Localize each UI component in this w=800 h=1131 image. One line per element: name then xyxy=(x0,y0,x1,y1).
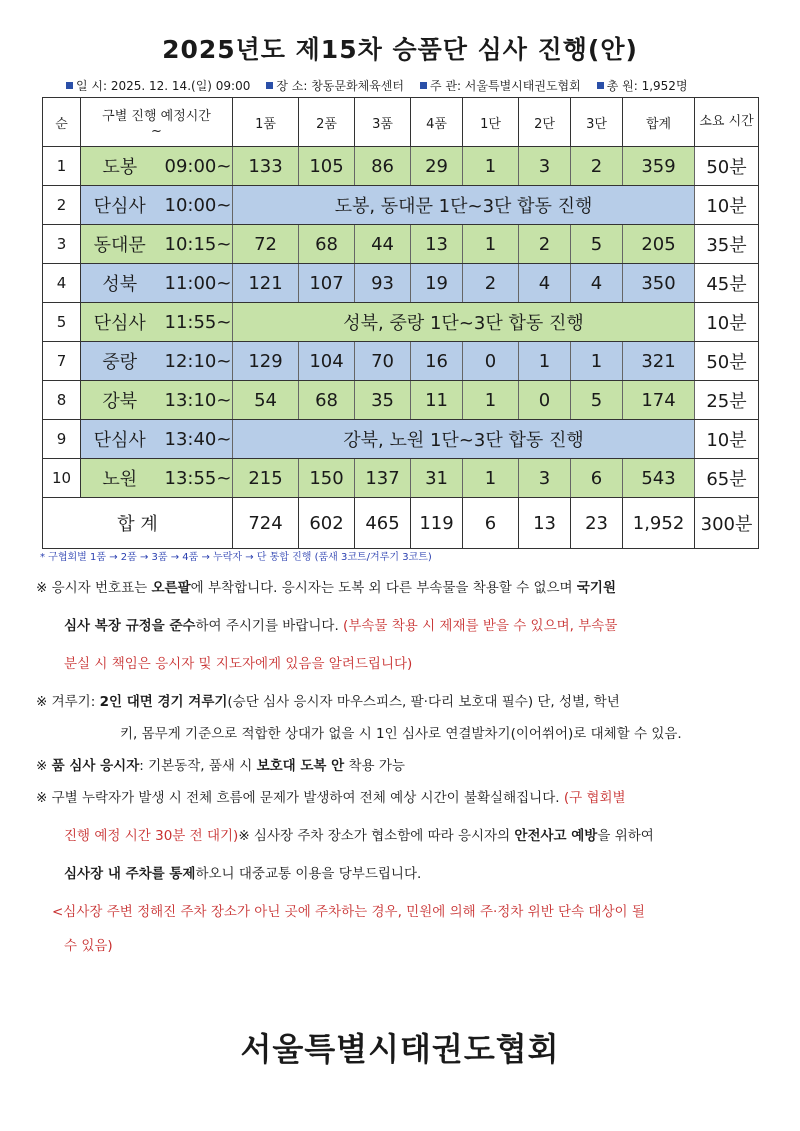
table-header-row xyxy=(43,98,759,147)
row-value: 350 xyxy=(623,264,695,303)
col-header-d3: 3단 xyxy=(571,98,623,147)
row-value: 0 xyxy=(463,342,519,381)
footer-organization: 서울특별시태권도협회 xyxy=(240,1030,560,1068)
row-value: 3 xyxy=(519,459,571,498)
row-value: 1 xyxy=(463,225,519,264)
row-district: 도봉 xyxy=(81,147,159,186)
row-value: 4 xyxy=(571,264,623,303)
note-4-line-3: 심사장 내 주차를 통제하오니 대중교통 이용을 당부드립니다. xyxy=(64,866,422,882)
row-value: 31 xyxy=(411,459,463,498)
bullet-square-icon xyxy=(66,82,73,89)
col-header-p4: 4품 xyxy=(411,98,463,147)
bullet-square-icon xyxy=(420,82,427,89)
total-duration: 300분 xyxy=(695,498,759,549)
note-1-line-2: 심사 복장 규정을 준수하여 주시기를 바랍니다. (부속물 착용 시 제재를 받을 수 있으며, 부속물 xyxy=(64,618,618,634)
row-time: 11:55~ xyxy=(159,303,233,342)
row-value: 54 xyxy=(233,381,299,420)
table-row xyxy=(43,381,759,420)
bullet-square-icon xyxy=(597,82,604,89)
row-value: 35 xyxy=(355,381,411,420)
col-header-duration: 소요 시간 xyxy=(695,98,759,147)
row-number: 1 xyxy=(43,147,81,186)
row-merged-note: 성북, 중랑 1단~3단 합동 진행 xyxy=(233,303,695,342)
col-header-p1: 1품 xyxy=(233,98,299,147)
col-header-p3: 3품 xyxy=(355,98,411,147)
note-3: ※ 품 심사 응시자: 기본동작, 품새 시 보호대 도복 안 착용 가능 xyxy=(36,758,405,774)
row-value: 2 xyxy=(519,225,571,264)
row-value: 137 xyxy=(355,459,411,498)
row-value: 29 xyxy=(411,147,463,186)
row-duration: 45분 xyxy=(695,264,759,303)
row-value: 321 xyxy=(623,342,695,381)
row-time: 13:40~ xyxy=(159,420,233,459)
row-district: 성북 xyxy=(81,264,159,303)
row-time: 13:10~ xyxy=(159,381,233,420)
row-value: 174 xyxy=(623,381,695,420)
row-value: 105 xyxy=(299,147,355,186)
row-number: 8 xyxy=(43,381,81,420)
note-1-line-1: ※ 응시자 번호표는 오른팔에 부착합니다. 응시자는 도복 외 다른 부속물을 착용할 수 없으며 국기원 xyxy=(36,580,617,596)
row-district: 단심사 xyxy=(81,420,159,459)
table-row xyxy=(43,459,759,498)
info-place: 장 소: 창동문화체육센터 xyxy=(266,77,404,94)
col-header-sum: 합계 xyxy=(623,98,695,147)
row-value: 2 xyxy=(463,264,519,303)
row-value: 68 xyxy=(299,381,355,420)
table-row xyxy=(43,264,759,303)
row-district: 동대문 xyxy=(81,225,159,264)
info-total: 총 원: 1,952명 xyxy=(597,77,688,94)
row-time: 09:00~ xyxy=(159,147,233,186)
row-value: 1 xyxy=(463,459,519,498)
note-2-line-1: ※ 겨루기: 2인 대면 경기 겨루기(승단 심사 응시자 마우스피스, 팔·다리 보호대 필수) 단, 성별, 학년 xyxy=(36,694,620,710)
total-value: 23 xyxy=(571,498,623,549)
row-duration: 50분 xyxy=(695,342,759,381)
row-value: 133 xyxy=(233,147,299,186)
row-value: 1 xyxy=(463,381,519,420)
row-number: 3 xyxy=(43,225,81,264)
row-value: 4 xyxy=(519,264,571,303)
total-value: 6 xyxy=(463,498,519,549)
row-value: 13 xyxy=(411,225,463,264)
table-row xyxy=(43,342,759,381)
row-number: 4 xyxy=(43,264,81,303)
row-time: 10:15~ xyxy=(159,225,233,264)
page-title: 2025년도 제15차 승품단 심사 진행(안) xyxy=(162,35,638,64)
total-value: 13 xyxy=(519,498,571,549)
row-value: 205 xyxy=(623,225,695,264)
table-footnote: * 구협회별 1품 → 2품 → 3품 → 4품 → 누락자 → 단 통합 진행 (품새 3코트/겨루기 3코트) xyxy=(40,552,432,563)
table-row xyxy=(43,225,759,264)
row-number: 7 xyxy=(43,342,81,381)
table-row xyxy=(43,420,759,459)
row-duration: 65분 xyxy=(695,459,759,498)
row-number: 10 xyxy=(43,459,81,498)
total-value: 602 xyxy=(299,498,355,549)
row-value: 1 xyxy=(463,147,519,186)
row-time: 12:10~ xyxy=(159,342,233,381)
row-value: 1 xyxy=(571,342,623,381)
table-row xyxy=(43,147,759,186)
col-header-d1: 1단 xyxy=(463,98,519,147)
note-2-line-2: 키, 몸무게 기준으로 적합한 상대가 없을 시 1인 심사로 연결발차기(이어쒸어)로 대체할 수 있음. xyxy=(120,726,682,742)
info-date: 일 시: 2025. 12. 14.(일) 09:00 xyxy=(66,77,250,94)
row-value: 16 xyxy=(411,342,463,381)
info-host: 주 관: 서울특별시태권도협회 xyxy=(420,77,581,94)
row-value: 72 xyxy=(233,225,299,264)
row-value: 0 xyxy=(519,381,571,420)
row-district: 단심사 xyxy=(81,303,159,342)
table-row xyxy=(43,303,759,342)
row-time: 10:00~ xyxy=(159,186,233,225)
row-value: 107 xyxy=(299,264,355,303)
row-value: 5 xyxy=(571,381,623,420)
row-number: 5 xyxy=(43,303,81,342)
note-5-line-2: 수 있음) xyxy=(64,938,113,954)
row-duration: 25분 xyxy=(695,381,759,420)
row-duration: 50분 xyxy=(695,147,759,186)
col-header-group: 구별 진행 예정시간 ~ xyxy=(81,98,233,147)
row-value: 5 xyxy=(571,225,623,264)
row-value: 70 xyxy=(355,342,411,381)
note-1-line-3: 분실 시 책임은 응시자 및 지도자에게 있음을 알려드립니다) xyxy=(64,656,413,672)
row-district: 노원 xyxy=(81,459,159,498)
table-row xyxy=(43,186,759,225)
row-value: 11 xyxy=(411,381,463,420)
row-value: 104 xyxy=(299,342,355,381)
schedule-table xyxy=(42,97,759,549)
row-duration: 10분 xyxy=(695,186,759,225)
note-5-line-1: <심사장 주변 정해진 주차 장소가 아닌 곳에 주차하는 경우, 민원에 의해 주·정차 위반 단속 대상이 될 xyxy=(52,904,645,920)
bullet-square-icon xyxy=(266,82,273,89)
row-duration: 10분 xyxy=(695,303,759,342)
row-value: 150 xyxy=(299,459,355,498)
row-merged-note: 도봉, 동대문 1단~3단 합동 진행 xyxy=(233,186,695,225)
total-value: 724 xyxy=(233,498,299,549)
total-value: 465 xyxy=(355,498,411,549)
row-value: 86 xyxy=(355,147,411,186)
row-time: 13:55~ xyxy=(159,459,233,498)
row-duration: 10분 xyxy=(695,420,759,459)
table-total-row xyxy=(43,498,759,549)
row-value: 44 xyxy=(355,225,411,264)
row-value: 121 xyxy=(233,264,299,303)
row-value: 68 xyxy=(299,225,355,264)
row-value: 215 xyxy=(233,459,299,498)
row-district: 단심사 xyxy=(81,186,159,225)
col-header-d2: 2단 xyxy=(519,98,571,147)
note-4-line-1: ※ 구별 누락자가 발생 시 전체 흐름에 문제가 발생하여 전체 예상 시간이 불확실해집니다. (구 협회별 xyxy=(36,790,626,806)
row-value: 19 xyxy=(411,264,463,303)
note-4-line-2: 진행 예정 시간 30분 전 대기)※ 심사장 주차 장소가 협소함에 따라 응시자의 안전사고 예방을 위하여 xyxy=(64,828,654,844)
row-value: 2 xyxy=(571,147,623,186)
col-header-p2: 2품 xyxy=(299,98,355,147)
row-value: 543 xyxy=(623,459,695,498)
row-number: 9 xyxy=(43,420,81,459)
row-district: 중랑 xyxy=(81,342,159,381)
info-line xyxy=(66,77,760,94)
row-merged-note: 강북, 노원 1단~3단 합동 진행 xyxy=(233,420,695,459)
row-value: 6 xyxy=(571,459,623,498)
row-value: 3 xyxy=(519,147,571,186)
row-value: 93 xyxy=(355,264,411,303)
row-value: 129 xyxy=(233,342,299,381)
total-value: 119 xyxy=(411,498,463,549)
row-duration: 35분 xyxy=(695,225,759,264)
row-value: 1 xyxy=(519,342,571,381)
col-header-no: 순 xyxy=(43,98,81,147)
row-time: 11:00~ xyxy=(159,264,233,303)
total-label: 합 계 xyxy=(43,498,233,549)
row-value: 359 xyxy=(623,147,695,186)
row-district: 강북 xyxy=(81,381,159,420)
row-number: 2 xyxy=(43,186,81,225)
total-value: 1,952 xyxy=(623,498,695,549)
